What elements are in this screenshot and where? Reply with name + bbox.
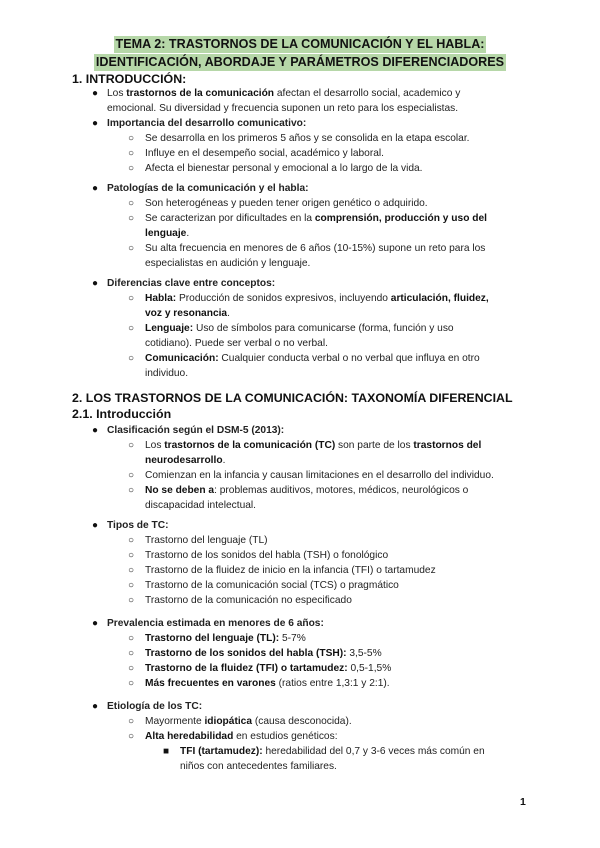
circle-bullet-icon: ○ [128, 595, 135, 606]
square-bullet-icon: ■ [163, 746, 170, 757]
circle-bullet-icon: ○ [128, 148, 135, 159]
circle-bullet-icon: ○ [128, 213, 135, 224]
list-item: Trastorno del lenguaje (TL): 5-7% [145, 633, 306, 644]
circle-bullet-icon: ○ [128, 293, 135, 304]
list-item: Son heterogéneas y pueden tener origen genético o adquirido. [145, 198, 428, 209]
section-1-heading: 1. INTRODUCCIÓN: [72, 72, 187, 86]
prevalence-label: Prevalencia estimada en menores de 6 años: [107, 618, 324, 629]
list-item: Se caracterizan por dificultades en la comprensión, producción y uso del lenguaje. [145, 213, 487, 239]
circle-bullet-icon: ○ [128, 565, 135, 576]
bullet-icon: ● [92, 183, 99, 194]
list-item: No se deben a: problemas auditivos, motores, médicos, neurológicos o discapacidad intelectual. [145, 485, 469, 511]
differences-label: Diferencias clave entre conceptos: [107, 278, 276, 289]
circle-bullet-icon: ○ [128, 731, 135, 742]
bullet-icon: ● [92, 618, 99, 629]
list-item: Comienzan en la infancia y causan limitaciones en el desarrollo del individuo. [145, 470, 494, 481]
list-item: Trastorno de la fluidez de inicio en la infancia (TFI) o tartamudez [145, 565, 436, 576]
circle-bullet-icon: ○ [128, 470, 135, 481]
section-2-heading: 2. LOS TRASTORNOS DE LA COMUNICACIÓN: TAXONOMÍA DIFERENCIAL [72, 391, 513, 405]
etiology-label: Etiología de los TC: [107, 701, 203, 712]
circle-bullet-icon: ○ [128, 485, 135, 496]
circle-bullet-icon: ○ [128, 353, 135, 364]
circle-bullet-icon: ○ [128, 535, 135, 546]
list-item-habla: Habla: Producción de sonidos expresivos, incluyendo articulación, fluidez, voz y resonancia. [145, 293, 489, 319]
circle-bullet-icon: ○ [128, 440, 135, 451]
circle-bullet-icon: ○ [128, 323, 135, 334]
list-item-comunicacion: Comunicación: Cualquier conducta verbal o no verbal que influya en otro individuo. [145, 353, 480, 379]
list-item: TFI (tartamudez): heredabilidad del 0,7 y 3-6 veces más común en niños con antecedentes familiares. [180, 746, 485, 772]
circle-bullet-icon: ○ [128, 198, 135, 209]
bullet-icon: ● [92, 520, 99, 531]
circle-bullet-icon: ○ [128, 648, 135, 659]
document-title [0, 35, 600, 71]
circle-bullet-icon: ○ [128, 580, 135, 591]
page-number: 1 [520, 796, 526, 808]
bullet-icon: ● [92, 118, 99, 129]
intro-paragraph: Los trastornos de la comunicación afectan el desarrollo social, academico y emocional. Su diversidad y frecuencia suponen un reto para los especialistas. [107, 88, 461, 114]
circle-bullet-icon: ○ [128, 163, 135, 174]
importance-label: Importancia del desarrollo comunicativo: [107, 118, 307, 129]
circle-bullet-icon: ○ [128, 663, 135, 674]
circle-bullet-icon: ○ [128, 716, 135, 727]
list-item: Alta heredabilidad en estudios genéticos: [145, 731, 338, 742]
list-item: Mayormente idiopática (causa desconocida). [145, 716, 352, 727]
pathologies-label: Patologías de la comunicación y el habla: [107, 183, 309, 194]
bullet-icon: ● [92, 425, 99, 436]
circle-bullet-icon: ○ [128, 243, 135, 254]
circle-bullet-icon: ○ [128, 550, 135, 561]
list-item: Trastorno del lenguaje (TL) [145, 535, 268, 546]
list-item: Trastorno de la comunicación no especificado [145, 595, 352, 606]
title-line-1: TEMA 2: TRASTORNOS DE LA COMUNICACIÓN Y EL HABLA: [115, 37, 485, 51]
list-item: Trastorno de los sonidos del habla (TSH): 3,5-5% [145, 648, 382, 659]
list-item: Los trastornos de la comunicación (TC) son parte de los trastornos del neurodesarrollo. [145, 440, 482, 466]
list-item: Más frecuentes en varones (ratios entre 1,3:1 y 2:1). [145, 678, 390, 689]
title-line-2: IDENTIFICACIÓN, ABORDAJE Y PARÁMETROS DIFERENCIADORES [95, 55, 505, 69]
list-item: Se desarrolla en los primeros 5 años y se consolida en la etapa escolar. [145, 133, 470, 144]
list-item: Trastorno de la comunicación social (TCS) o pragmático [145, 580, 399, 591]
section-2-1-heading: 2.1. Introducción [72, 407, 172, 421]
list-item: Su alta frecuencia en menores de 6 años (10-15%) supone un reto para los especialistas en audición y lenguaje. [145, 243, 486, 269]
list-item-lenguaje: Lenguaje: Uso de símbolos para comunicarse (forma, función y uso cotidiano). Puede ser verbal o no verbal. [145, 323, 454, 349]
bullet-icon: ● [92, 278, 99, 289]
circle-bullet-icon: ○ [128, 633, 135, 644]
dsm-label: Clasificación según el DSM-5 (2013): [107, 425, 285, 436]
circle-bullet-icon: ○ [128, 133, 135, 144]
bullet-icon: ● [92, 88, 99, 99]
list-item: Influye en el desempeño social, académico y laboral. [145, 148, 384, 159]
circle-bullet-icon: ○ [128, 678, 135, 689]
list-item: Trastorno de la fluidez (TFI) o tartamudez: 0,5-1,5% [145, 663, 392, 674]
list-item: Afecta el bienestar personal y emocional a lo largo de la vida. [145, 163, 423, 174]
bullet-icon: ● [92, 701, 99, 712]
types-label: Tipos de TC: [107, 520, 169, 531]
list-item: Trastorno de los sonidos del habla (TSH) o fonológico [145, 550, 389, 561]
